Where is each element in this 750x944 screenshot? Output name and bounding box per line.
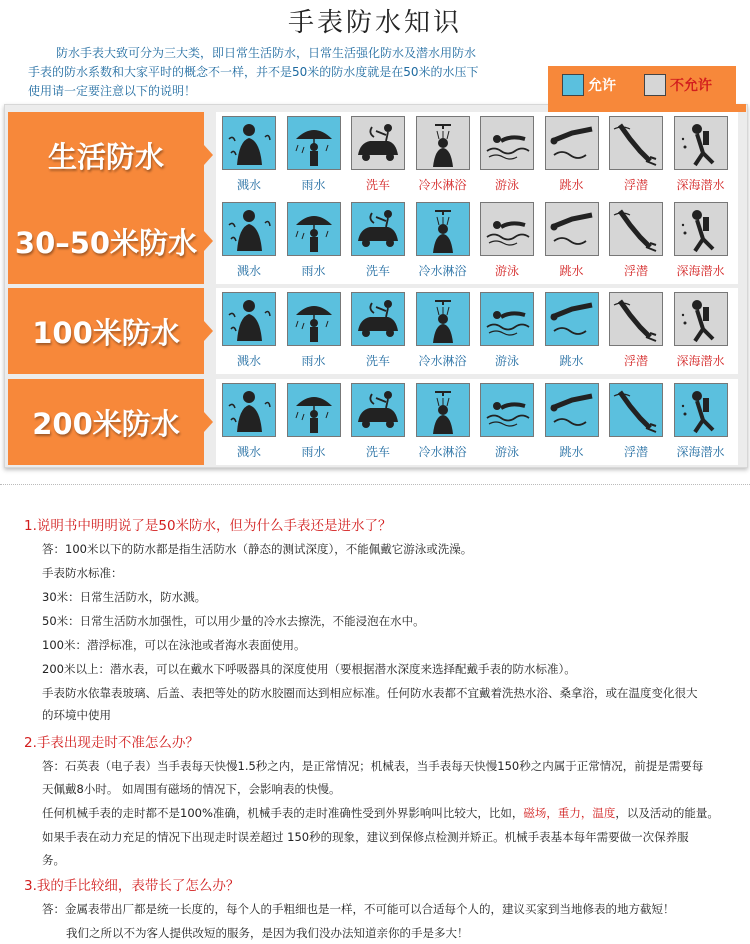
answer-line: 天佩戴8小时。 如周围有磁场的情况下，会影响表的快慢。 [42, 782, 341, 796]
shower-icon [416, 202, 470, 256]
swimming-icon [480, 202, 534, 256]
activity-list [216, 288, 738, 374]
activity-item [218, 383, 280, 460]
activity-item [347, 383, 409, 460]
answer-line: 50米：日常生活防水加强性，可以用少量的冷水去擦洗，不能浸泡在水中。 [42, 614, 425, 628]
activity-label: 深海潜水 [676, 354, 725, 368]
activity-list [216, 379, 738, 465]
answer-line: 答：100米以下的防水都是指生活防水（静态的测试深度），不能佩戴它游泳或洗澡。 [42, 542, 473, 556]
row-rating-label: 30–50米防水 [8, 198, 204, 284]
deep-sea-diving-icon [674, 292, 728, 346]
activity-label: 冷水淋浴 [418, 354, 467, 368]
activity-item [605, 202, 667, 279]
answer-line: 务。 [42, 853, 65, 867]
highlight-text: 磁场，重力，温度 [523, 806, 616, 820]
activity-label: 溅水 [236, 354, 261, 368]
splash-icon [222, 116, 276, 170]
activity-label: 冷水淋浴 [418, 178, 467, 192]
activity-item [476, 202, 538, 279]
snorkeling-icon [609, 383, 663, 437]
car-wash-icon [351, 383, 405, 437]
activity-label: 冷水淋浴 [418, 445, 467, 459]
activity-label: 溅水 [236, 264, 261, 278]
waterproof-row [8, 379, 738, 465]
activity-label: 溅水 [236, 178, 261, 192]
activity-label: 雨水 [301, 178, 326, 192]
splash-icon [222, 383, 276, 437]
row-rating-label: 200米防水 [8, 379, 204, 465]
activity-label: 深海潜水 [676, 178, 725, 192]
snorkeling-icon [609, 292, 663, 346]
shower-icon [416, 116, 470, 170]
allowed-swatch [562, 74, 584, 96]
activity-item [476, 116, 538, 193]
answer-line: 30米：日常生活防水，防水溅。 [42, 590, 207, 604]
activity-item [670, 383, 732, 460]
activity-label: 跳水 [559, 445, 584, 459]
activity-item [218, 292, 280, 369]
activity-label: 雨水 [301, 354, 326, 368]
snorkeling-icon [609, 202, 663, 256]
question-3: 3.我的手比较细，表带长了怎么办？ [24, 878, 240, 894]
shower-icon [416, 292, 470, 346]
car-wash-icon [351, 116, 405, 170]
row-pointer [204, 145, 213, 165]
row-pointer [204, 321, 213, 341]
activity-item [605, 116, 667, 193]
diving-icon [545, 383, 599, 437]
activity-item [218, 116, 280, 193]
activity-label: 浮潜 [623, 445, 648, 459]
activity-item [605, 383, 667, 460]
question-2: 2.手表出现走时不准怎么办？ [24, 735, 199, 751]
row-pointer [204, 412, 213, 432]
answer-line: 我们之所以不为客人提供改短的服务，是因为我们没办法知道亲你的手是多大！ [66, 926, 469, 940]
activity-item [541, 202, 603, 279]
rain-icon [287, 383, 341, 437]
activity-label: 雨水 [301, 264, 326, 278]
waterproof-row [8, 198, 738, 284]
activity-item [412, 292, 474, 369]
not-allowed-swatch [644, 74, 666, 96]
activity-label: 溅水 [236, 445, 261, 459]
activity-item [347, 202, 409, 279]
activity-label: 跳水 [559, 178, 584, 192]
activity-item [670, 292, 732, 369]
activity-item [412, 383, 474, 460]
rain-icon [287, 116, 341, 170]
waterproof-row [8, 112, 738, 198]
rain-icon [287, 292, 341, 346]
divider [0, 484, 750, 485]
activity-item [476, 383, 538, 460]
answer-line [42, 805, 719, 821]
answer-line: 手表防水依靠表玻璃、后盖、表把等处的防水胶圈而达到相应标准。任何防水表都不宜戴着洗热水浴、桑拿浴，或在温度变化很大 [42, 686, 698, 700]
intro-line: 防水手表大致可分为三大类，即日常生活防水，日常生活强化防水及潜水用防水 [56, 46, 477, 60]
row-rating-label: 生活防水 [8, 112, 204, 198]
activity-label: 洗车 [365, 178, 390, 192]
rain-icon [287, 202, 341, 256]
activity-item [412, 202, 474, 279]
snorkeling-icon [609, 116, 663, 170]
activity-item [670, 116, 732, 193]
splash-icon [222, 292, 276, 346]
activity-label: 浮潜 [623, 264, 648, 278]
answer-line: 的环境中使用 [42, 708, 111, 722]
activity-item [283, 383, 345, 460]
question-1: 1.说明书中明明说了是50米防水，但为什么手表还是进水了？ [24, 518, 392, 534]
row-rating-label: 100米防水 [8, 288, 204, 374]
activity-label: 深海潜水 [676, 264, 725, 278]
intro-line: 手表的防水系数和大家平时的概念不一样，并不是50米的防水度就是在50米的水压下 [28, 65, 479, 79]
activity-list [216, 198, 738, 284]
swimming-icon [480, 383, 534, 437]
activity-label: 游泳 [494, 354, 519, 368]
activity-item [476, 292, 538, 369]
answer-line: 如果手表在动力充足的情况下出现走时误差超过 150秒的现象，建议到保修点检测并矫正。机械手表基本每年需要做一次保养服 [42, 830, 689, 844]
activity-label: 游泳 [494, 445, 519, 459]
answer-line: 答：石英表（电子表）当手表每天快慢1.5秒之内，是正常情况；机械表，当手表每天快慢150秒之内属于正常情况，前提是需要每 [42, 759, 704, 773]
answer-text: ，以及活动的能量。 [615, 806, 719, 820]
splash-icon [222, 202, 276, 256]
activity-label: 洗车 [365, 264, 390, 278]
answer-line: 答：金属表带出厂都是统一长度的，每个人的手粗细也是一样，不可能可以合适每个人的，建议买家到当地修表的地方截短！ [42, 902, 675, 916]
legend-tab-strip [548, 104, 746, 112]
activity-item [541, 383, 603, 460]
legend [548, 66, 736, 104]
activity-item [218, 202, 280, 279]
activity-item [347, 116, 409, 193]
activity-label: 游泳 [494, 178, 519, 192]
activity-item [541, 292, 603, 369]
activity-item [283, 116, 345, 193]
shower-icon [416, 383, 470, 437]
answer-line: 100米：潜浮标准，可以在泳池或者海水表面使用。 [42, 638, 306, 652]
activity-label: 跳水 [559, 354, 584, 368]
diving-icon [545, 202, 599, 256]
legend-not-allowed-label: 不允许 [670, 78, 712, 94]
swimming-icon [480, 292, 534, 346]
activity-item [283, 202, 345, 279]
diving-icon [545, 116, 599, 170]
activity-label: 雨水 [301, 445, 326, 459]
activity-label: 游泳 [494, 264, 519, 278]
waterproof-row [8, 288, 738, 374]
activity-label: 跳水 [559, 264, 584, 278]
answer-text: 任何机械手表的走时都不是100%准确，机械手表的走时准确性受到外界影响叫比较大，比如， [42, 806, 524, 820]
intro-text [28, 44, 528, 101]
activity-item [347, 292, 409, 369]
intro-line: 使用请一定要注意以下的说明！ [28, 84, 197, 98]
activity-item [605, 292, 667, 369]
row-pointer [204, 231, 213, 251]
activity-label: 洗车 [365, 445, 390, 459]
activity-item [412, 116, 474, 193]
legend-allowed-label: 允许 [588, 78, 616, 94]
car-wash-icon [351, 202, 405, 256]
page-title: 手表防水知识 [287, 8, 462, 38]
swimming-icon [480, 116, 534, 170]
activity-list [216, 112, 738, 198]
activity-label: 冷水淋浴 [418, 264, 467, 278]
activity-label: 洗车 [365, 354, 390, 368]
activity-label: 浮潜 [623, 354, 648, 368]
activity-item [670, 202, 732, 279]
answer-line: 手表防水标准： [42, 566, 123, 580]
car-wash-icon [351, 292, 405, 346]
activity-label: 深海潜水 [676, 445, 725, 459]
answer-line: 200米以上：潜水表，可以在戴水下呼吸器具的深度使用（要根据潜水深度来选择配戴手表的防水标准）。 [42, 662, 576, 676]
activity-label: 浮潜 [623, 178, 648, 192]
diving-icon [545, 292, 599, 346]
activity-item [283, 292, 345, 369]
activity-item [541, 116, 603, 193]
deep-sea-diving-icon [674, 383, 728, 437]
deep-sea-diving-icon [674, 116, 728, 170]
deep-sea-diving-icon [674, 202, 728, 256]
